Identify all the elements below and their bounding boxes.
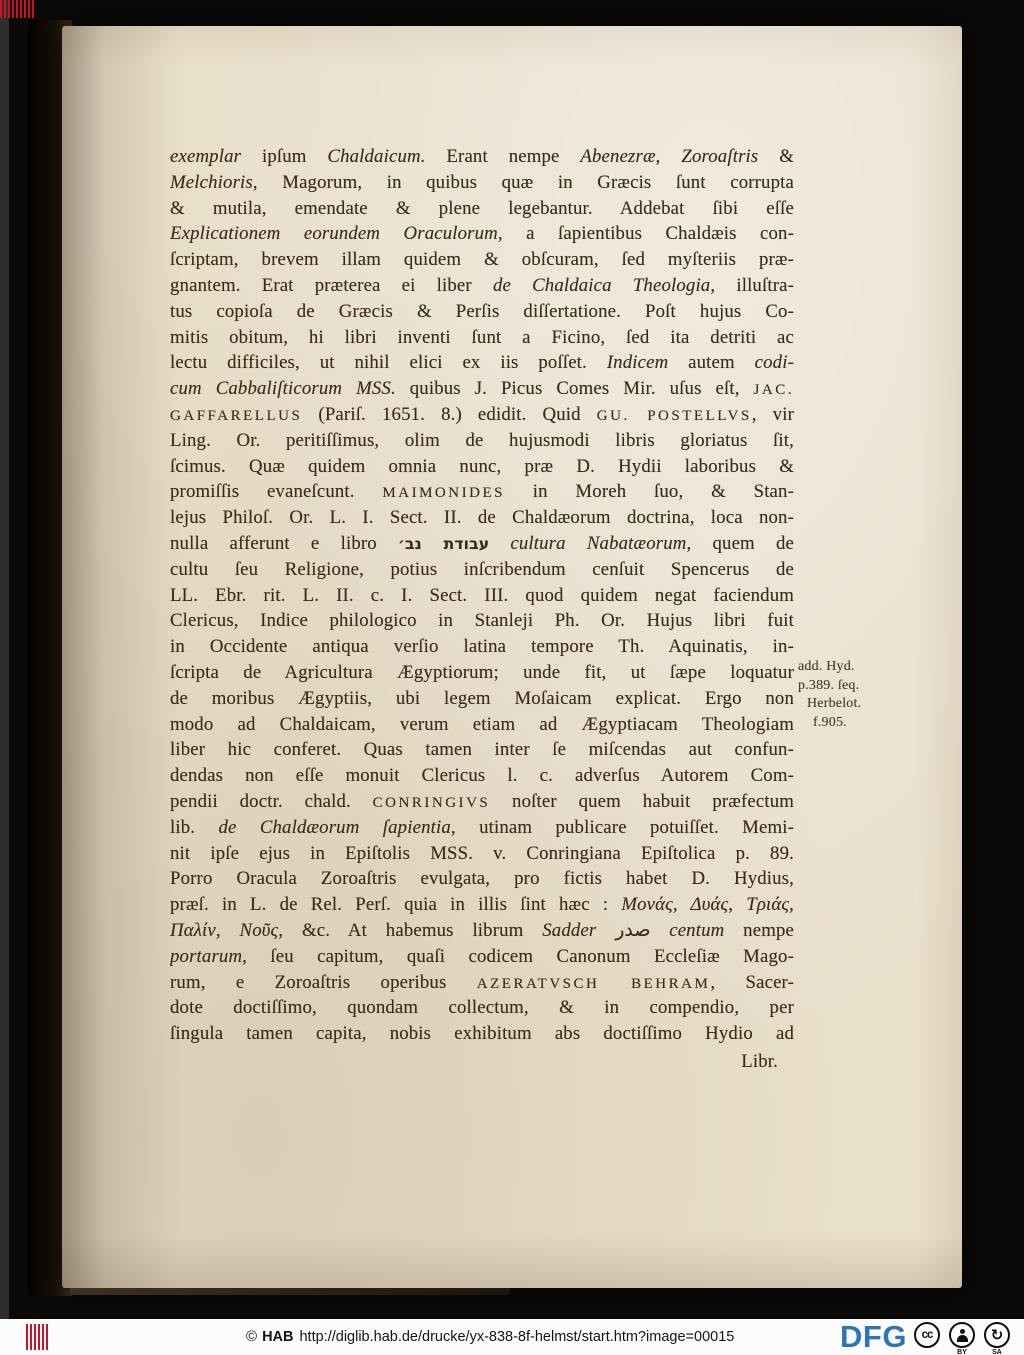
text-segment: ſeu capitum, quaſi codicem Canonum Eccleſiæ Mago- [247, 945, 794, 967]
text-line [170, 737, 794, 763]
text-line [170, 789, 794, 815]
text-line [170, 505, 794, 531]
text-segment: tus copioſa de Græcis & Perſis diſſertatione. Poſt hujus Co- [170, 300, 794, 322]
text-segment: Melchioris [170, 171, 253, 193]
text-segment: cultu ſeu Religione, potius inſcribendum cenſuit Spencerus de [170, 558, 794, 580]
text-segment: nempe [724, 919, 794, 941]
color-calibration-mark-top [0, 0, 34, 18]
text-line [170, 918, 794, 944]
text-segment: Παλίν, Νοῦς, [170, 919, 284, 941]
text-line [170, 995, 794, 1021]
text-segment: & mutila, emendate & plene legebantur. Addebat ſibi eſſe [170, 197, 794, 219]
text-segment: , Magorum, in quibus quæ in Græcis ſunt corrupta [252, 171, 794, 193]
color-calibration-mark-bottom [26, 1324, 48, 1350]
text-line [170, 273, 794, 299]
text-segment: portarum, [170, 945, 248, 967]
catchword: Libr. [741, 1050, 778, 1072]
text-segment: עבודת נב׳ [397, 534, 490, 553]
text-line [170, 557, 794, 583]
text-line [170, 815, 794, 841]
cc-sa-label: SA [992, 1349, 1002, 1355]
text-segment: modo ad Chaldaicam, verum etiam ad Ægyptiacam Theologiam [170, 713, 794, 735]
text-segment: codi- [754, 352, 794, 374]
text-line [170, 970, 794, 996]
text-segment: ſcriptam, brevem illam quidem & obſcuram, ſed myſteriis præ- [170, 249, 794, 271]
text-segment: صدر [615, 918, 651, 941]
text-segment: Abenezræ, Zoroaſtris [580, 146, 759, 167]
text-segment: de Chaldaica Theologia [492, 274, 711, 296]
cc-by-person-icon [949, 1322, 975, 1348]
text-segment: Chaldaicum. [327, 146, 426, 167]
text-line [170, 583, 794, 609]
text-segment: MAIMONIDES [382, 485, 505, 502]
text-segment: noſter quem habuit præfectum [490, 790, 794, 812]
text-segment: cultura Nabatæorum [510, 532, 687, 554]
text-segment: quibus J. Picus Comes Mir. uſus eſt, [395, 378, 754, 400]
text-segment: GAFFARELLUS [170, 407, 303, 424]
dfg-logo: DFG [840, 1319, 907, 1354]
cc-glyph: cc [921, 1329, 933, 1341]
text-line [170, 350, 794, 376]
text-segment: GU. POSTELLVS [596, 407, 752, 424]
text-segment: ſingula tamen capita, nobis exhibitum abs doctiſſimo Hydio ad [170, 1023, 794, 1045]
text-segment: , Sacer- [710, 971, 794, 993]
page-text-block [170, 144, 794, 1074]
text-segment: Ling. Or. peritiſſimus, olim de hujusmodi libris gloriatus ſit, [170, 429, 794, 451]
text-line [170, 712, 794, 738]
text-segment: de Chaldæorum ſapientia [218, 816, 451, 838]
text-segment: in Moreh ſuo, & Stan- [505, 481, 794, 503]
text-line [170, 299, 794, 325]
text-segment: &c. At habemus librum [283, 919, 543, 941]
text-segment: LL. Ebr. rit. L. II. c. I. Sect. III. quod quidem negat faciendum [170, 584, 794, 606]
text-segment: AZERATVSCH BEHRAM [476, 975, 711, 992]
scanned-book-page [62, 26, 962, 1288]
text-segment: Porro Oracula Zoroaſtris evulgata, pro fictis habet D. Hydius, [170, 868, 794, 890]
text-line [170, 376, 794, 402]
share-alike-arrow-icon: ↻ [990, 1326, 1004, 1344]
hab-label: HAB [262, 1329, 294, 1345]
body-text [170, 144, 794, 1047]
margin-note: Herbelot. [807, 696, 862, 711]
person-icon [957, 1329, 968, 1342]
text-line [170, 479, 794, 505]
text-segment: lib. [170, 816, 219, 838]
text-segment: cum Cabbaliſticorum MSS. [170, 378, 396, 400]
text-segment: (Pariſ. 1651. 8.) edidit. Quid [302, 403, 597, 425]
text-segment: & [758, 146, 794, 167]
margin-notes [798, 658, 938, 732]
text-segment: ſcripta de Agricultura Ægyptiorum; unde fit, ut ſæpe loquatur [170, 661, 794, 683]
text-segment: CONRINGIVS [372, 794, 491, 811]
cc-by-label: BY [957, 1349, 967, 1355]
cc-sa-arrow-icon [984, 1322, 1010, 1348]
text-segment: Explicationem eorundem Oraculorum, [170, 223, 503, 245]
text-segment: , vir [751, 403, 794, 425]
text-segment: a ſapientibus Chaldæis con- [502, 223, 794, 245]
text-line [170, 531, 794, 557]
text-segment: mitis obitum, hi libri inventi ſunt a Ficino, ſed ita detriti ac [170, 326, 794, 348]
text-segment: Erant nempe [425, 146, 581, 167]
text-segment: centum [669, 919, 725, 941]
text-line [170, 660, 794, 686]
copyright-icon: © [246, 1328, 258, 1345]
source-url: http://diglib.hab.de/drucke/yx-838-8f-helmst/start.htm?image=00015 [299, 1329, 735, 1345]
text-line [170, 144, 794, 170]
text-line [170, 170, 794, 196]
cc-icon [914, 1322, 940, 1348]
text-segment: in Occidente antiqua verſio latina tempore Th. Aquinatis, in- [170, 636, 794, 658]
text-line [170, 944, 794, 970]
text-line [170, 247, 794, 273]
text-segment: promiſſis evaneſcunt. [170, 481, 383, 503]
text-line [170, 841, 794, 867]
text-segment: lectu difficiles, ut nihil elici ex iis poſſet. [170, 352, 607, 374]
text-segment: pendii doctr. chald. [170, 790, 373, 812]
source-credit [246, 1328, 734, 1345]
text-segment: nulla afferunt e libro [170, 532, 398, 554]
text-line [170, 428, 794, 454]
page-stack-edge [70, 1288, 510, 1295]
text-line [170, 454, 794, 480]
text-segment: dote doctiſſimo, quondam collectum, & in compendio, per [170, 997, 794, 1019]
margin-note: p.389. ſeq. [798, 677, 860, 693]
text-line [170, 763, 794, 789]
text-line [170, 866, 794, 892]
text-segment: Sadder [542, 919, 597, 941]
text-segment: ipſum [241, 146, 328, 167]
text-segment: liber hic conferet. Quas tamen inter ſe miſcendas aut confun- [170, 739, 794, 761]
text-segment: JAC. [753, 382, 794, 399]
text-line [170, 402, 794, 428]
text-segment: rum, e Zoroaſtris operibus [170, 971, 477, 993]
margin-note: f.905. [813, 714, 847, 730]
text-segment [651, 920, 670, 941]
text-segment: de moribus Ægyptiis, ubi legem Moſaicam explicat. Ergo non [170, 687, 794, 709]
text-segment: lejus Philoſ. Or. L. I. Sect. II. de Chaldæorum doctrina, loca non- [170, 507, 794, 529]
text-segment [596, 920, 615, 941]
text-line [170, 221, 794, 247]
text-line [170, 608, 794, 634]
margin-note: add. Hyd. [798, 659, 855, 674]
text-segment: præſ. in L. de Rel. Perſ. quia in illis ſint hæc : [170, 894, 622, 916]
text-segment: Clericus, Indice philologico in Stanleji Ph. Or. Hujus libri fuit [170, 610, 794, 632]
text-segment: , utinam publicare potuiſſet. Memi- [450, 816, 794, 838]
text-segment: gnantem. Erat præterea ei liber [170, 274, 493, 296]
scanner-edge-strip [0, 0, 9, 1319]
text-line [170, 892, 794, 918]
text-segment [489, 533, 510, 554]
cc-license-icons [914, 1322, 1010, 1355]
footer-bar [0, 1319, 1024, 1355]
text-segment: Indicem [606, 352, 669, 374]
text-line [170, 634, 794, 660]
text-line [170, 1021, 794, 1047]
text-segment: dendas non eſſe monuit Clericus l. c. adverſus Autorem Com- [170, 765, 794, 787]
text-line [170, 325, 794, 351]
text-segment: exemplar [170, 146, 242, 167]
text-line [170, 196, 794, 222]
text-segment: autem [668, 352, 755, 374]
text-segment: , illuſtra- [710, 274, 794, 296]
text-segment: , quem de [686, 532, 794, 554]
text-segment: Μονάς, Δυάς, Τριάς, [621, 894, 794, 916]
text-line [170, 686, 794, 712]
text-segment: ſcimus. Quæ quidem omnia nunc, præ D. Hydii laboribus & [170, 455, 794, 477]
text-segment: nit ipſe ejus in Epiſtolis MSS. v. Conringiana Epiſtolica p. 89. [170, 842, 794, 864]
